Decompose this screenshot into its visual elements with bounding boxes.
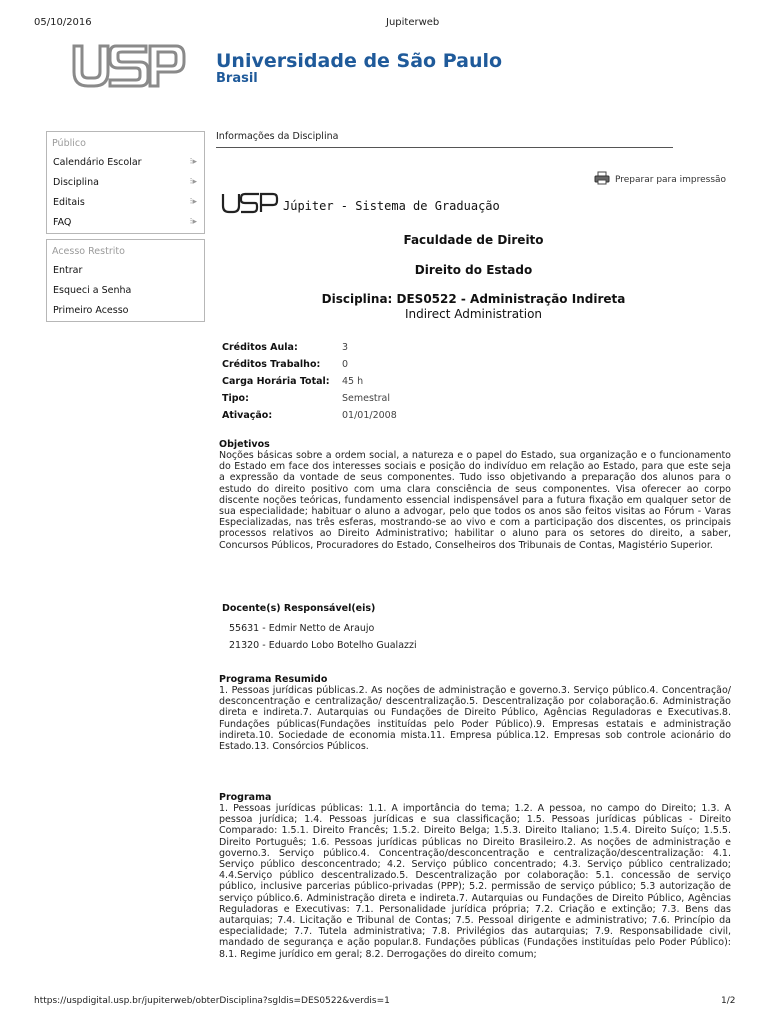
info-row	[222, 356, 397, 373]
sidebar-item-label: Editais	[53, 197, 85, 208]
submenu-arrow-icon: ⁝▸	[189, 197, 197, 207]
sidebar-public-box	[46, 131, 205, 234]
sidebar-item-calendario[interactable]	[47, 153, 204, 173]
info-value: 01/01/2008	[342, 410, 397, 421]
section-title: Docente(s) Responsável(eis)	[222, 603, 376, 614]
sidebar-restricted-heading: Acesso Restrito	[52, 246, 125, 257]
usp-small-logo	[221, 192, 279, 214]
programa-text: 1. Pessoas jurídicas públicas: 1.1. A importância do tema; 1.2. A pessoa, no campo do Direito; 1.3. A pessoa jurídica; 1.4. Pessoas jurídicas e sua classificação; 1.5. Pessoas jurídicas públicas - Direito Comparado: 1.5.1. Direito Francês; 1.5.2. Direito Belga; 1.5.3. Direito Italiano; 1.5.4. Direito Suíço; 1.5.5. Direito Português; 1.6. Pessoas jurídicas públicas no Direito Brasileiro.2. As noções de administração e governo.3. Serviço público.4. Concentração/desconcentração e centralização/descentralização: 4.1. Serviço público desconcentrado; 4.2. Serviço público concentrado; 4.3. Serviço público centralizado; 4.4.Serviço público descentralizado.5. Descentralização por colaboração: 5.1. concessão de serviço público, inclusive parcerias público-privadas (PPP); 5.2. permissão de serviço público; 5.3 autorização de serviço público.6. Administração direta e indireta.7. Autarquias ou Fundações de Direito Público, Agências Reguladoras e Executivas: 7.1. Personalidade jurídica própria; 7.2. Criação e extinção; 7.3. Bens das autarquias; 7.4. Licitação e Tribunal de Contas; 7.5. Pessoal dirigente e administrativo; 7.6. Princípio da especialidade; 7.7. Tutela administrativa; 7.8. Privilégios das autarquias; 7.9. Responsabilidade civil, mandado de segurança e ação popular.8. Fundações públicas (Fundações instituídas pelo Poder Público): 8.1. Regime jurídico em geral; 8.2. Derrogações do direito comum;	[219, 803, 731, 960]
sidebar-public-heading: Público	[52, 138, 86, 149]
print-page-number: 1/2	[721, 996, 736, 1006]
print-link-label: Preparar para impressão	[615, 174, 727, 185]
breadcrumb: Informações da Disciplina	[216, 131, 673, 148]
sidebar-item-label: Disciplina	[53, 177, 99, 188]
university-country: Brasil	[216, 71, 258, 86]
print-footer-url: https://uspdigital.usp.br/jupiterweb/obterDisciplina?sgldis=DES0522&verdis=1	[34, 996, 390, 1006]
print-header-title: Jupiterweb	[386, 17, 440, 28]
system-title: Júpiter - Sistema de Graduação	[283, 199, 500, 213]
print-link[interactable]	[594, 171, 726, 188]
objetivos-text: Noções básicas sobre a ordem social, a natureza e o papel do Estado, sua organização e o funcionamento do Estado em face dos interesses sociais e posição do indivíduo em relação ao Estado, para que este seja a expressão da vontade de seus componentes. Tudo isso objetivando a preparação dos alunos para o estudo do direito positivo com uma clara consciência de seus componentes. Visa oferecer ao corpo discente noções teóricas, fundamento essencial indispensável para a futura fixação em qualquer setor de sua especialidade; habituar o aluno a advogar, pelo que todos os anos são feitos visitas ao Fórum - Varas Especializadas, nas três esferas, mostrando-se ao vivo e com a participação dos discentes, os principais processos relativos ao Direito Administrativo; habilitar o aluno para os setores do direito, a saber, Concursos Públicos, Procuradores do Estado, Conselheiros dos Tribunais de Contas, Magistério Superior.	[219, 450, 731, 551]
sidebar-item-label: FAQ	[53, 217, 72, 228]
info-value: 3	[342, 342, 349, 353]
university-name: Universidade de São Paulo	[216, 50, 503, 72]
info-row	[222, 390, 397, 407]
programa-resumido-text: 1. Pessoas jurídicas públicas.2. As noções de administração e governo.3. Serviço público.4. Concentração/ desconcentração e centralização/ descentralização.5. Descentralização por colaboração.6. Administração direta e indireta.7. Autarquias ou Fundações de Direito Público, Agências Reguladoras e Executivas.8. Fundações públicas(Fundações instituídas pelo Poder Público).9. Empresas estatais e administração indireta.10. Sociedade de economia mista.11. Empresa pública.12. Empresas sob controle acionário do Estado.13. Consórcios Públicos.	[219, 685, 731, 753]
credits-info	[222, 339, 397, 424]
info-label: Créditos Aula:	[222, 342, 298, 353]
submenu-arrow-icon: ⁝▸	[189, 177, 197, 187]
info-label: Créditos Trabalho:	[222, 359, 321, 370]
programa-resumido-section	[219, 674, 731, 752]
info-value: 0	[342, 359, 349, 370]
sidebar-item-label: Calendário Escolar	[53, 157, 142, 168]
info-row	[222, 407, 397, 424]
discipline-title: Disciplina: DES0522 - Administração Indireta	[321, 292, 626, 306]
info-label: Carga Horária Total:	[222, 376, 330, 387]
printer-icon	[594, 171, 610, 188]
info-row	[222, 373, 397, 390]
discipline-title-english: Indirect Administration	[404, 307, 543, 321]
info-label: Tipo:	[222, 393, 249, 404]
info-label: Ativação:	[222, 410, 273, 421]
section-title: Objetivos	[219, 439, 270, 450]
usp-logo[interactable]	[70, 42, 188, 90]
sidebar-item-entrar[interactable]: Entrar	[53, 265, 83, 276]
info-value: 45 h	[342, 376, 364, 387]
section-title: Programa	[219, 792, 272, 803]
sidebar-restricted-box	[46, 239, 205, 322]
objetivos-section	[219, 439, 731, 551]
submenu-arrow-icon: ⁝▸	[189, 157, 197, 167]
sidebar-item-editais[interactable]	[47, 193, 204, 213]
info-value: Semestral	[342, 393, 391, 404]
docente-item: 55631 - Edmir Netto de Araujo	[229, 623, 375, 634]
sidebar-item-disciplina[interactable]	[47, 173, 204, 193]
docente-item: 21320 - Eduardo Lobo Botelho Gualazzi	[229, 640, 417, 651]
sidebar-item-primeiro-acesso[interactable]: Primeiro Acesso	[53, 305, 129, 316]
docentes-section	[222, 603, 417, 654]
info-row	[222, 339, 397, 356]
print-date: 05/10/2016	[34, 17, 92, 28]
sidebar	[46, 131, 205, 327]
department-name: Direito do Estado	[414, 263, 533, 277]
submenu-arrow-icon: ⁝▸	[189, 217, 197, 227]
programa-section	[219, 792, 731, 960]
section-title: Programa Resumido	[219, 674, 328, 685]
sidebar-item-faq[interactable]	[47, 213, 204, 233]
sidebar-item-esqueci-senha[interactable]: Esqueci a Senha	[53, 285, 132, 296]
faculty-name: Faculdade de Direito	[403, 233, 544, 247]
